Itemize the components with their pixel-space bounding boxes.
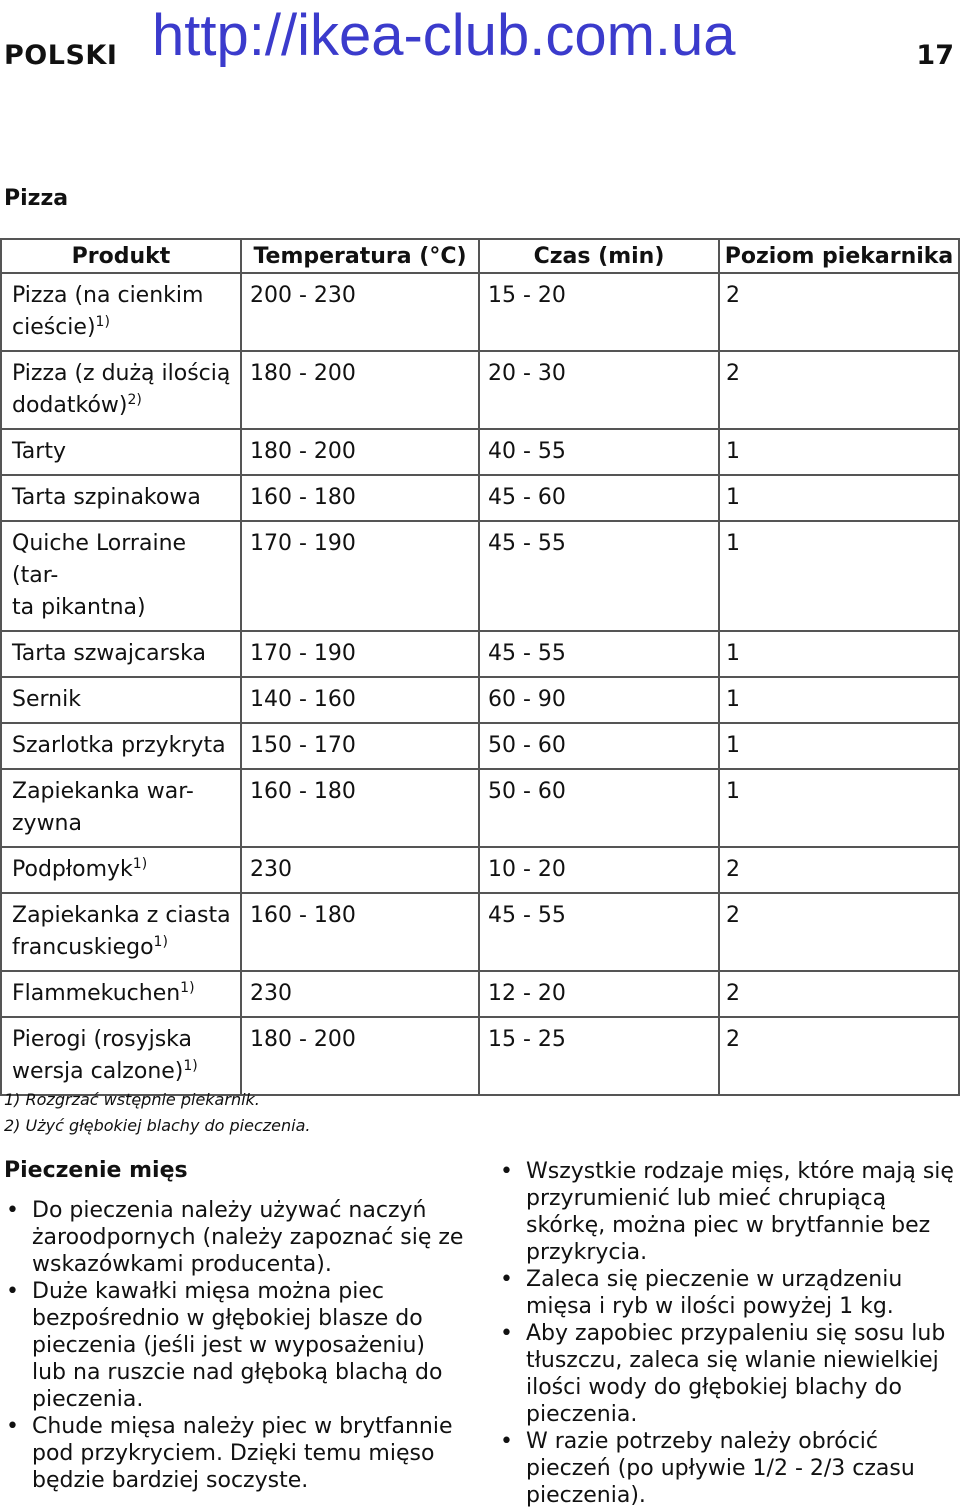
list-item: • Wszystkie rodzaje mięs, które mają się przyrumienić lub mieć chrupiącą skórkę, można piec w brytfannie bez przykrycia. [498,1158,958,1266]
meat-right-column [498,1158,958,1509]
cell-product [1,273,241,351]
cell-time: 45 - 55 [479,893,719,971]
meat-left-bullet-list [4,1197,464,1494]
product-name-line: Pizza (na cienkim [12,283,204,308]
cell-level: 1 [719,475,959,521]
cell-time: 40 - 55 [479,429,719,475]
footnote-marker: 1) [132,856,148,872]
cell-time: 50 - 60 [479,769,719,847]
cell-time: 15 - 25 [479,1017,719,1095]
product-name-line: Flammekuchen [12,981,181,1006]
language-label: POLSKI [4,40,118,71]
cell-temperature: 160 - 180 [241,475,479,521]
meat-section-title: Pieczenie mięs [4,1158,188,1183]
cell-time: 45 - 55 [479,521,719,631]
cell-level: 2 [719,893,959,971]
cell-temperature: 230 [241,847,479,893]
list-item: • Zaleca się pieczenie w urządzeniu mięsa i ryb w ilości powyżej 1 kg. [498,1266,958,1320]
product-name-line: Zapiekanka z ciasta [12,903,231,928]
meat-right-bullet-list [498,1158,958,1509]
table-row [1,521,959,631]
cell-temperature: 180 - 200 [241,1017,479,1095]
product-name-line: ta pikantna) [12,595,146,620]
site-url-link[interactable]: http://ikea-club.com.ua [152,3,736,68]
product-name-line: dodatków) [12,393,128,418]
cell-product [1,677,241,723]
table-row [1,631,959,677]
footnote-1: 1) Rozgrzać wstępnie piekarnik. [4,1090,260,1109]
product-name-line: cieście) [12,315,96,340]
cell-temperature: 170 - 190 [241,521,479,631]
list-item: • Aby zapobiec przypaleniu się sosu lub tłuszczu, zaleca się wlanie niewielkiej ilości wody do głębokiej blachy do pieczenia. [498,1320,958,1428]
cell-level: 1 [719,677,959,723]
cell-temperature: 170 - 190 [241,631,479,677]
cell-time: 15 - 20 [479,273,719,351]
cell-level: 1 [719,723,959,769]
page-header [0,0,960,80]
product-name-line: wersja calzone) [12,1059,184,1084]
cell-level: 2 [719,971,959,1017]
cell-temperature: 180 - 200 [241,351,479,429]
table-row [1,847,959,893]
footnote-marker: 1) [153,934,168,950]
cell-product [1,723,241,769]
footnote-2: 2) Użyć głębokiej blachy do pieczenia. [4,1116,311,1135]
product-name-line: Podpłomyk [12,857,133,882]
cell-product [1,475,241,521]
cell-temperature: 200 - 230 [241,273,479,351]
cell-level: 2 [719,847,959,893]
cell-time: 45 - 55 [479,631,719,677]
cell-temperature: 150 - 170 [241,723,479,769]
list-item: • Duże kawałki mięsa można piec bezpośrednio w głębokiej blasze do pieczenia (jeśli jest w wyposażeniu) lub na ruszcie nad głęboką blachą do pieczenia. [4,1278,464,1413]
cell-product [1,847,241,893]
product-name-line: Tarta szpinakowa [12,485,201,510]
table-row [1,1017,959,1095]
table-footnotes [4,1087,310,1139]
cell-time: 12 - 20 [479,971,719,1017]
meat-left-column [4,1158,464,1494]
table-row [1,351,959,429]
column-header-level: Poziom piekarnika [719,239,959,273]
product-name-line: Tarty [12,439,66,464]
cell-product [1,429,241,475]
table-body [1,273,959,1095]
product-name-line: francuskiego [12,935,154,960]
product-name-line: Sernik [12,687,81,712]
cell-time: 10 - 20 [479,847,719,893]
column-header-time: Czas (min) [479,239,719,273]
cell-product [1,769,241,847]
pizza-baking-table [0,238,960,1096]
product-name-line: Quiche Lorraine (tar- [12,531,187,588]
product-name-line: Tarta szwajcarska [12,641,206,666]
product-name-line: Pizza (z dużą ilością [12,361,231,386]
cell-level: 1 [719,631,959,677]
pizza-section-title: Pizza [4,186,69,211]
footnote-marker: 1) [180,980,195,996]
footnote-marker: 1) [95,314,110,330]
table-row [1,893,959,971]
table-row [1,677,959,723]
cell-product [1,351,241,429]
column-header-temperature: Temperatura (°C) [241,239,479,273]
cell-time: 45 - 60 [479,475,719,521]
cell-temperature: 230 [241,971,479,1017]
cell-temperature: 140 - 160 [241,677,479,723]
cell-level: 1 [719,769,959,847]
column-header-product: Produkt [1,239,241,273]
table-row [1,723,959,769]
cell-time: 60 - 90 [479,677,719,723]
list-item: • Do pieczenia należy używać naczyń żaroodpornych (należy zapoznać się ze wskazówkami producenta). [4,1197,464,1278]
table-header-row [1,239,959,273]
list-item: • Chude mięsa należy piec w brytfannie pod przykryciem. Dzięki temu mięso będzie bardziej soczyste. [4,1413,464,1494]
cell-product [1,893,241,971]
table-row [1,475,959,521]
table-row [1,273,959,351]
table-row [1,971,959,1017]
page-number: 17 [916,40,954,71]
product-name-line: Zapiekanka war- [12,779,194,804]
footnote-marker: 1) [183,1058,198,1074]
product-name-line: zywna [12,811,82,836]
cell-level: 1 [719,521,959,631]
product-name-line: Szarlotka przykryta [12,733,226,758]
cell-level: 1 [719,429,959,475]
cell-level: 2 [719,351,959,429]
cell-product [1,631,241,677]
cell-time: 50 - 60 [479,723,719,769]
cell-temperature: 180 - 200 [241,429,479,475]
cell-temperature: 160 - 180 [241,769,479,847]
cell-product [1,521,241,631]
cell-level: 2 [719,273,959,351]
cell-product [1,1017,241,1095]
footnote-marker: 2) [127,392,142,408]
cell-product [1,971,241,1017]
product-name-line: Pierogi (rosyjska [12,1027,193,1052]
table-row [1,769,959,847]
list-item: • W razie potrzeby należy obrócić pieczeń (po upływie 1/2 - 2/3 czasu pieczenia). [498,1428,958,1509]
cell-level: 2 [719,1017,959,1095]
table-row [1,429,959,475]
cell-time: 20 - 30 [479,351,719,429]
cell-temperature: 160 - 180 [241,893,479,971]
